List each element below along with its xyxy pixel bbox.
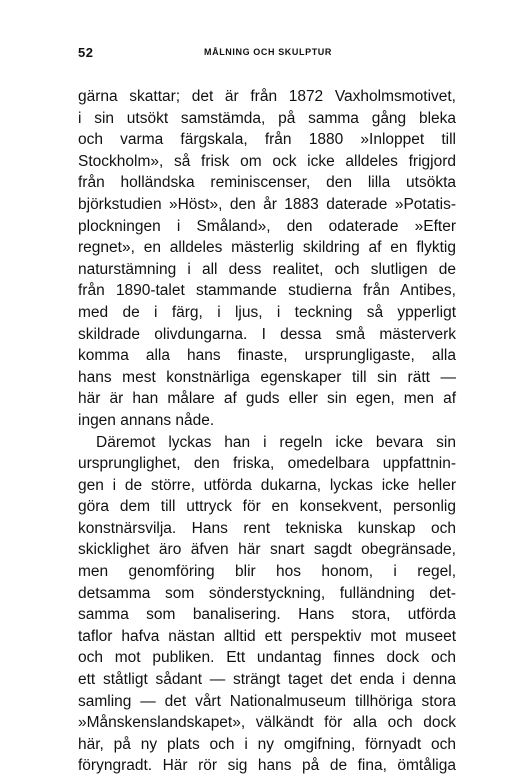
text-line: komma alla hans finaste, ursprungligaste, alla bbox=[78, 347, 456, 365]
text-line: här är han målare af guds eller sin egen, men af bbox=[78, 390, 456, 408]
page-number: 52 bbox=[78, 45, 94, 60]
text-line: men genomföring blir hos honom, i regel, bbox=[78, 563, 456, 581]
paragraph-end-line: ingen annans nåde. bbox=[78, 411, 215, 429]
paragraph-start-line: Däremot lyckas han i regeln icke bevara sin bbox=[96, 433, 456, 451]
text-line: göra dem till uttryck för en konsekvent, personlig bbox=[78, 498, 456, 516]
text-line: i sin utsökt samstämda, på samma gång bleka bbox=[78, 109, 456, 127]
text-line: detsamma som sönderstyckning, fulländning det- bbox=[78, 584, 456, 602]
text-line: regnet», en alldeles mästerlig skildring af en flyktig bbox=[78, 239, 456, 257]
text-line: föryngradt. Här rör sig hans på de fina, ömtåliga bbox=[78, 757, 456, 775]
text-line: och varma färgskala, från 1880 »Inloppet till bbox=[78, 131, 456, 149]
text-line: skildrade olivdungarna. I dessa små mästerverk bbox=[78, 325, 456, 343]
text-line: och mot publiken. Ett undantag finnes dock och bbox=[78, 649, 456, 667]
running-head bbox=[78, 45, 458, 61]
text-line: samma som banalisering. Hans stora, utförda bbox=[78, 606, 456, 624]
text-line: gen i de större, utförda dukarna, lyckas icke heller bbox=[78, 476, 456, 494]
text-line: från 1890-talet stammande studierna från Antibes, bbox=[78, 282, 456, 300]
text-line: björkstudien »Höst», den år 1883 daterade »Potatis- bbox=[78, 195, 456, 213]
text-line: gärna skattar; det är från 1872 Vaxholmsmotivet, bbox=[78, 88, 456, 105]
text-line: plockningen i Småland», den odaterade »Efter bbox=[78, 217, 456, 235]
body-text bbox=[78, 86, 456, 777]
text-line: Stockholm», så frisk om ock icke alldeles frigjord bbox=[78, 152, 456, 170]
text-line: »Månskenslandskapet», välkändt för alla och dock bbox=[78, 714, 456, 732]
text-line: taflor hafva nästan alltid ett perspektiv mot museet bbox=[78, 627, 456, 645]
section-title: MÅLNING OCH SKULPTUR bbox=[204, 47, 332, 57]
text-line: ursprunglighet, den friska, omedelbara uppfattnin- bbox=[78, 455, 456, 473]
text-line: ett ståtligt sådant — strängt taget det enda i denna bbox=[78, 671, 456, 689]
text-line: här, på ny plats och i ny omgifning, förnyadt och bbox=[78, 735, 456, 753]
text-line: hans mest konstnärliga egenskaper till sin rätt — bbox=[78, 368, 456, 386]
text-line: konstnärsvilja. Hans rent tekniska kunskap och bbox=[78, 519, 456, 537]
text-line: naturstämning i all dess realitet, och slutligen de bbox=[78, 260, 456, 278]
text-line: samling — det vårt Nationalmuseum tillhöriga stora bbox=[78, 692, 456, 710]
text-line: med de i färg, i ljus, i teckning så ypperligt bbox=[78, 303, 456, 321]
text-line: skicklighet äro äfven här snart sagdt obegränsade, bbox=[78, 541, 456, 559]
text-line: från holländska reminiscenser, den lilla utsökta bbox=[78, 174, 456, 192]
